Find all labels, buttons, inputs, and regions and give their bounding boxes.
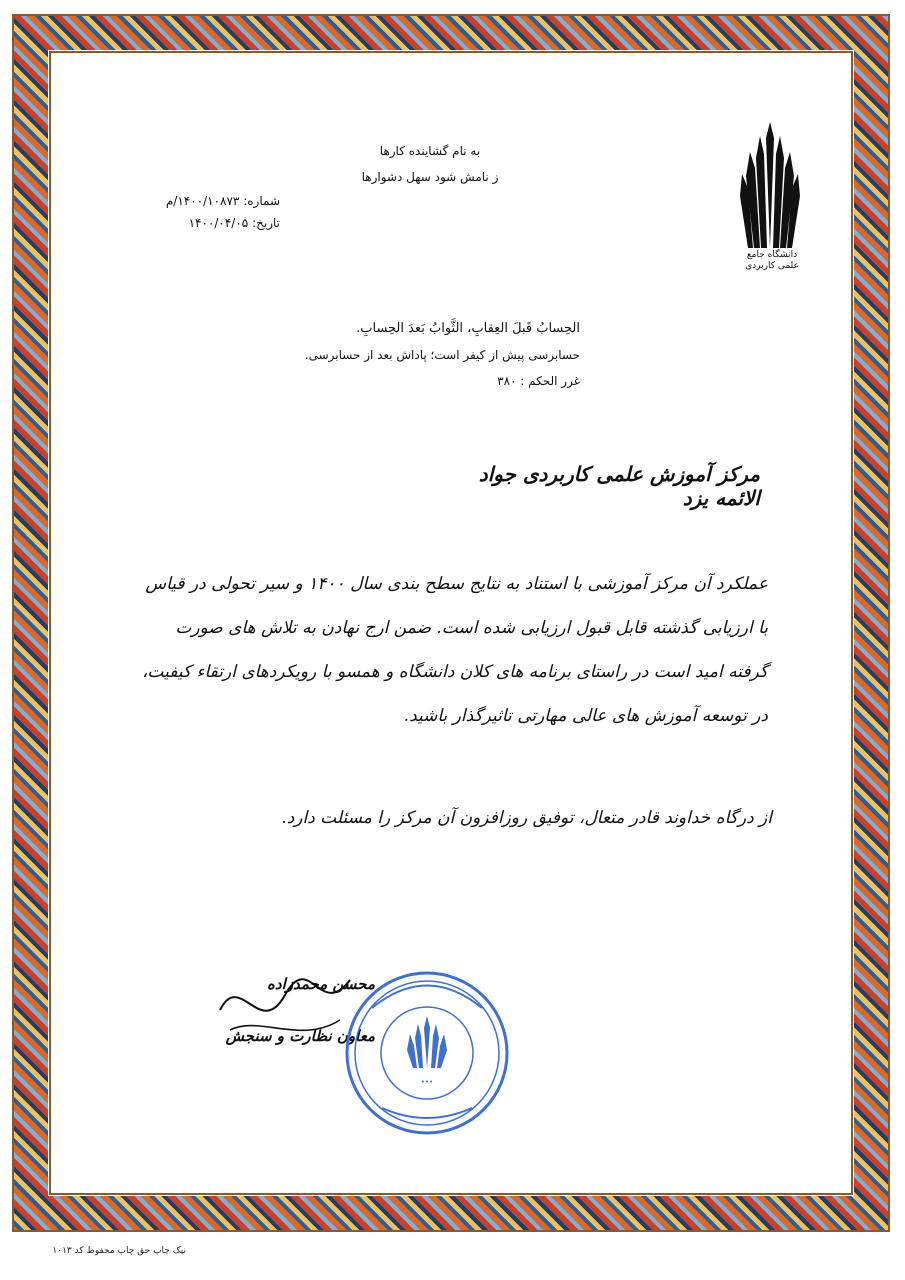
letter-body: عملکرد آن مرکز آموزشی با استناد به نتایج سطح بندی سال ۱۴۰۰ و سیر تحولی در قیاس با ارزیابی گذشته قابل قبول ارزیابی شده است. ضمن ارج نهادن به تلاش های صورت گرفته امید است در راستای برنامه های کلان دانشگاه و همسو با رویکردهای ارتقاء کیفیت، در توسعه آموزش های عالی مهارتی تاثیرگذار باشید.	[141, 574, 768, 726]
recipient-title: مرکز آموزش علمی کاربردی جواد الائمه یزد	[478, 462, 760, 510]
letter-closing: از درگاه خداوند قادر متعال، توفیق روزافزون آن مرکز را مسئلت دارد.	[281, 808, 772, 828]
hadith-arabic: الحِسابُ قَبلَ العِقابِ، الثَّوابُ بَعدَ الحِسابِ.	[356, 321, 580, 336]
svg-text:•••: •••	[420, 1078, 434, 1086]
header-block	[330, 138, 530, 190]
signer-name: محسن محمدزاده	[267, 975, 375, 993]
number-label: شماره:	[243, 194, 280, 208]
hadith-persian: حسابرسی پیش از کیفر است؛ پاداش بعد از حسابرسی.	[304, 348, 580, 362]
date-value: ۱۴۰۰/۰۴/۰۵	[188, 216, 249, 230]
print-footer: نیک چاپ حق چاپ محفوظ کد ۱۰۱۳	[52, 1246, 186, 1256]
bismillah-text: به نام گشاینده کارها	[379, 144, 481, 158]
date-label: تاریخ:	[252, 216, 280, 230]
letter-number	[120, 190, 280, 212]
hadith-source: غرر الحکم : ۳۸۰	[497, 374, 580, 388]
header-subline: ز نامش شود سهل دشوارها	[361, 170, 499, 184]
letter-meta	[120, 190, 280, 234]
logo-caption: دانشگاه جامع علمی کاربردی	[745, 250, 799, 271]
letter-date	[120, 212, 280, 234]
signer-title: معاون نظارت و سنجش	[225, 1027, 375, 1045]
hadith-block	[250, 316, 580, 394]
official-seal-stamp	[342, 968, 512, 1138]
number-value: ۱۴۰۰/۱۰۸۷۳/م	[165, 194, 240, 208]
